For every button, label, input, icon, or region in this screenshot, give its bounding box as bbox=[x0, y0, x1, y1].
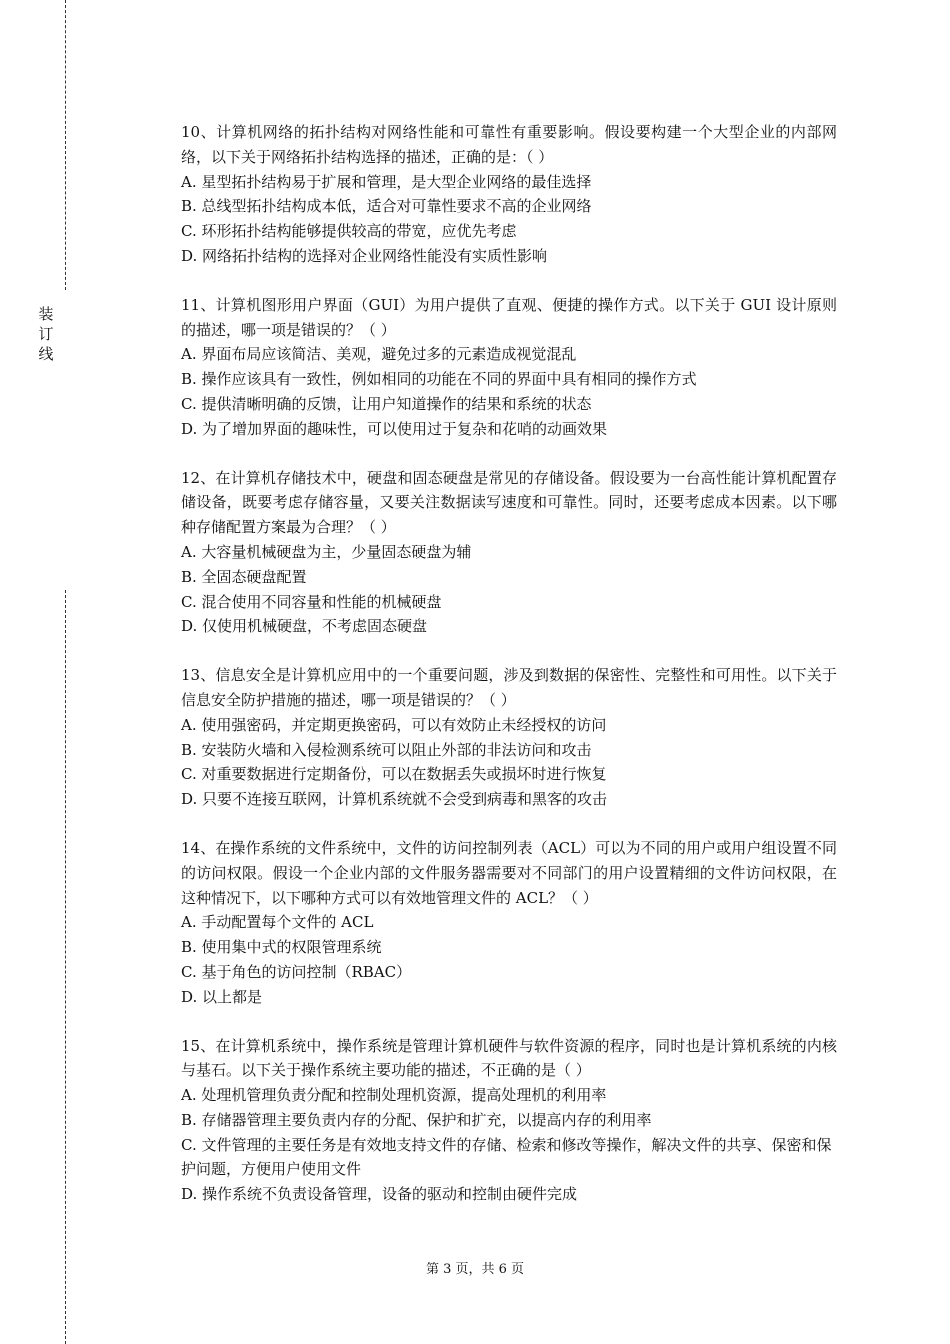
option-b: B. 存储器管理主要负责内存的分配、保护和扩充，以提高内存的利用率 bbox=[181, 1110, 652, 1129]
option-c: C. 混合使用不同容量和性能的机械硬盘 bbox=[181, 592, 442, 611]
option-b: B. 安装防火墙和入侵检测系统可以阻止外部的非法访问和攻击 bbox=[181, 740, 592, 759]
option-a: A. 星型拓扑结构易于扩展和管理，是大型企业网络的最佳选择 bbox=[181, 172, 592, 191]
option-b: B. 全固态硬盘配置 bbox=[181, 567, 307, 586]
binding-char: 订 bbox=[38, 325, 54, 343]
binding-line-top bbox=[65, 0, 66, 290]
option-d: D. 以上都是 bbox=[181, 987, 263, 1006]
question-12 bbox=[181, 466, 837, 640]
question-stem: 10、计算机网络的拓扑结构对网络性能和可靠性有重要影响。假设要构建一个大型企业的内部网络，以下关于网络拓扑结构选择的描述，正确的是：（ ） bbox=[181, 123, 837, 166]
binding-line-bottom bbox=[65, 590, 66, 1344]
question-list bbox=[181, 120, 837, 1231]
option-d: D. 操作系统不负责设备管理，设备的驱动和控制由硬件完成 bbox=[181, 1185, 578, 1204]
question-13 bbox=[181, 663, 837, 812]
question-10 bbox=[181, 120, 837, 269]
option-c: C. 对重要数据进行定期备份，可以在数据丢失或损坏时进行恢复 bbox=[181, 765, 607, 784]
option-a: A. 处理机管理负责分配和控制处理机资源，提高处理机的利用率 bbox=[181, 1086, 607, 1105]
option-a: A. 大容量机械硬盘为主，少量固态硬盘为辅 bbox=[181, 542, 472, 561]
option-b: B. 操作应该具有一致性，例如相同的功能在不同的界面中具有相同的操作方式 bbox=[181, 370, 697, 389]
question-stem: 14、在操作系统的文件系统中，文件的访问控制列表（ACL）可以为不同的用户或用户组设置不同的访问权限。假设一个企业内部的文件服务器需要对不同部门的用户设置精细的文件访问权限，在这种情况下，以下哪种方式可以有效地管理文件的 ACL？（ ） bbox=[181, 838, 837, 907]
question-stem: 15、在计算机系统中，操作系统是管理计算机硬件与软件资源的程序，同时也是计算机系统的内核与基石。以下关于操作系统主要功能的描述，不正确的是（ ） bbox=[181, 1036, 837, 1080]
option-a: A. 界面布局应该简洁、美观，避免过多的元素造成视觉混乱 bbox=[181, 345, 577, 364]
question-14 bbox=[181, 836, 837, 1010]
option-d: D. 网络拓扑结构的选择对企业网络性能没有实质性影响 bbox=[181, 246, 548, 265]
question-15 bbox=[181, 1034, 837, 1208]
option-a: A. 使用强密码，并定期更换密码，可以有效防止未经授权的访问 bbox=[181, 715, 607, 734]
option-c: C. 基于角色的访问控制（RBAC） bbox=[181, 962, 412, 981]
option-c: C. 提供清晰明确的反馈，让用户知道操作的结果和系统的状态 bbox=[181, 394, 592, 413]
option-c: C. 文件管理的主要任务是有效地支持文件的存储、检索和修改等操作，解决文件的共享、保密和保护问题，方便用户使用文件 bbox=[181, 1135, 832, 1179]
binding-label bbox=[36, 304, 56, 364]
option-d: D. 只要不连接互联网，计算机系统就不会受到病毒和黑客的攻击 bbox=[181, 790, 608, 809]
question-11 bbox=[181, 293, 837, 442]
binding-char: 装 bbox=[38, 305, 54, 323]
page-number: 第 3 页，共 6 页 bbox=[425, 1262, 525, 1277]
question-stem: 11、计算机图形用户界面（GUI）为用户提供了直观、便捷的操作方式。以下关于 GUI 设计原则的描述，哪一项是错误的？（ ） bbox=[181, 295, 837, 339]
option-d: D. 仅使用机械硬盘，不考虑固态硬盘 bbox=[181, 617, 428, 636]
option-a: A. 手动配置每个文件的 ACL bbox=[181, 913, 374, 932]
option-c: C. 环形拓扑结构能够提供较高的带宽，应优先考虑 bbox=[181, 222, 517, 241]
question-stem: 13、信息安全是计算机应用中的一个重要问题，涉及到数据的保密性、完整性和可用性。以下关于信息安全防护措施的描述，哪一项是错误的？（ ） bbox=[181, 666, 837, 709]
option-d: D. 为了增加界面的趣味性，可以使用过于复杂和花哨的动画效果 bbox=[181, 419, 608, 438]
question-stem: 12、在计算机存储技术中，硬盘和固态硬盘是常见的存储设备。假设要为一台高性能计算机配置存储设备，既要考虑存储容量，又要关注数据读写速度和可靠性。同时，还要考虑成本因素。以下哪种存储配置方案最为合理？（ ） bbox=[181, 468, 837, 537]
option-b: B. 使用集中式的权限管理系统 bbox=[181, 938, 382, 957]
option-b: B. 总线型拓扑结构成本低，适合对可靠性要求不高的企业网络 bbox=[181, 197, 592, 216]
binding-char: 线 bbox=[38, 345, 54, 363]
